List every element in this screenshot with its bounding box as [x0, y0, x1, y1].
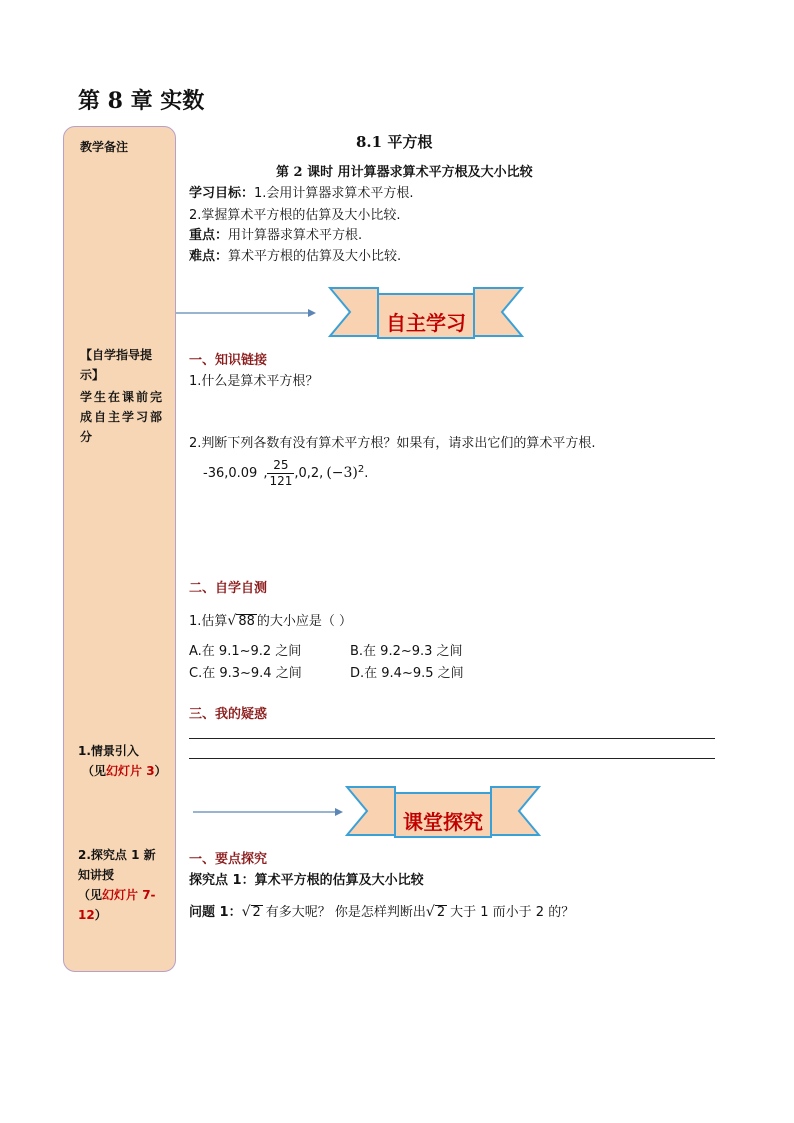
part2-heading: 二、自学自测: [189, 581, 268, 596]
explore-point-title: 探究点 1：算术平方根的估算及大小比较: [189, 873, 424, 888]
question-label: 问题 1：: [189, 905, 242, 920]
intro-slide-link[interactable]: 幻灯片 3: [106, 764, 155, 778]
q1-suffix: 的大小应是（ ）: [256, 614, 353, 629]
difficulty-line: [189, 245, 401, 264]
fraction-numerator: 25: [267, 458, 294, 474]
teaching-notes-sidebar: [63, 126, 176, 972]
explore-paren-close: ）: [94, 908, 107, 922]
part1-question-1: 1.什么是算术平方根？: [189, 374, 319, 389]
part2-question-1: [189, 610, 352, 629]
numbers-a: -36,0.09: [203, 465, 258, 481]
classroom-banner-label: 课堂探究: [403, 810, 483, 834]
difficulty-label: 难点：: [189, 249, 229, 264]
objectives-label: 学习目标：: [189, 186, 255, 201]
option-d[interactable]: D.在 9.4~9.5 之间: [350, 666, 464, 681]
numbers-b: ,0,2,: [294, 465, 324, 481]
key-point-line: [189, 224, 362, 243]
option-c[interactable]: C.在 9.3~9.4 之间: [189, 666, 302, 681]
objective-2: 2.掌握算术平方根的估算及大小比较.: [189, 208, 401, 223]
self-study-banner-label: 自主学习: [386, 311, 466, 335]
radicand-2: 2: [252, 905, 261, 920]
explore-slide-link[interactable]: 幻灯片 7-12: [78, 888, 156, 922]
fraction-25-121: [267, 458, 294, 489]
question-middle: 有多大呢？ 你是怎样判断出: [265, 905, 426, 920]
option-b[interactable]: B.在 9.2~9.3 之间: [350, 644, 463, 659]
arrow-right-icon: [176, 305, 316, 321]
part3-heading: 三、我的疑惑: [189, 707, 268, 722]
period: .: [364, 465, 369, 481]
part1-heading: 一、知识链接: [189, 353, 268, 368]
key-text: 用计算器求算术平方根.: [228, 228, 363, 243]
sidebar-header: 教学备注: [80, 140, 129, 154]
section-title: 8.1 平方根: [356, 133, 433, 151]
sqrt-icon: √: [227, 613, 237, 629]
objectives-line: [189, 182, 414, 201]
answer-line-2[interactable]: [189, 758, 715, 759]
radicand-2b: 2: [436, 905, 446, 920]
comma: ,: [263, 465, 268, 481]
sqrt-icon: √: [425, 904, 435, 920]
option-a[interactable]: A.在 9.1~9.2 之间: [189, 644, 302, 659]
q1-radicand: 88: [238, 614, 255, 629]
key-label: 重点：: [189, 228, 229, 243]
intro-reference: [82, 761, 167, 781]
explore-title: 2.探究点 1 新知讲授: [78, 848, 156, 882]
self-guide-title: 【自学指导提示】: [80, 348, 153, 382]
explore-heading: 一、要点探究: [189, 852, 268, 867]
sqrt-icon: √: [241, 904, 251, 920]
self-guide-text: 学生在课前完成自主学习部分: [80, 390, 162, 444]
q1-prefix: 1.估算: [189, 614, 228, 629]
explore-question-1: [189, 901, 574, 920]
explore-paren-open: （见: [78, 888, 103, 902]
part1-number-list: [203, 451, 368, 495]
lesson-subtitle: 第 2 课时 用计算器求算术平方根及大小比较: [276, 165, 533, 180]
power-exponent: 2: [357, 463, 365, 475]
intro-paren-open: （见: [82, 764, 107, 778]
answer-line-1[interactable]: [189, 738, 715, 739]
chapter-title: 第 8 章 实数: [78, 88, 205, 114]
power-base: (−3): [326, 465, 358, 481]
intro-paren-close: ）: [154, 764, 167, 778]
part1-question-2: 2.判断下列各数有没有算术平方根？如果有，请求出它们的算术平方根.: [189, 436, 596, 451]
difficulty-text: 算术平方根的估算及大小比较.: [228, 249, 402, 264]
question-end: 大于 1 而小于 2 的？: [450, 905, 575, 920]
fraction-denominator: 121: [269, 473, 293, 488]
arrow-right-icon: [193, 804, 343, 820]
intro-title: 1.情景引入: [78, 744, 139, 758]
explore-reference: [78, 885, 168, 925]
objective-1: 1.会用计算器求算术平方根.: [254, 186, 414, 201]
